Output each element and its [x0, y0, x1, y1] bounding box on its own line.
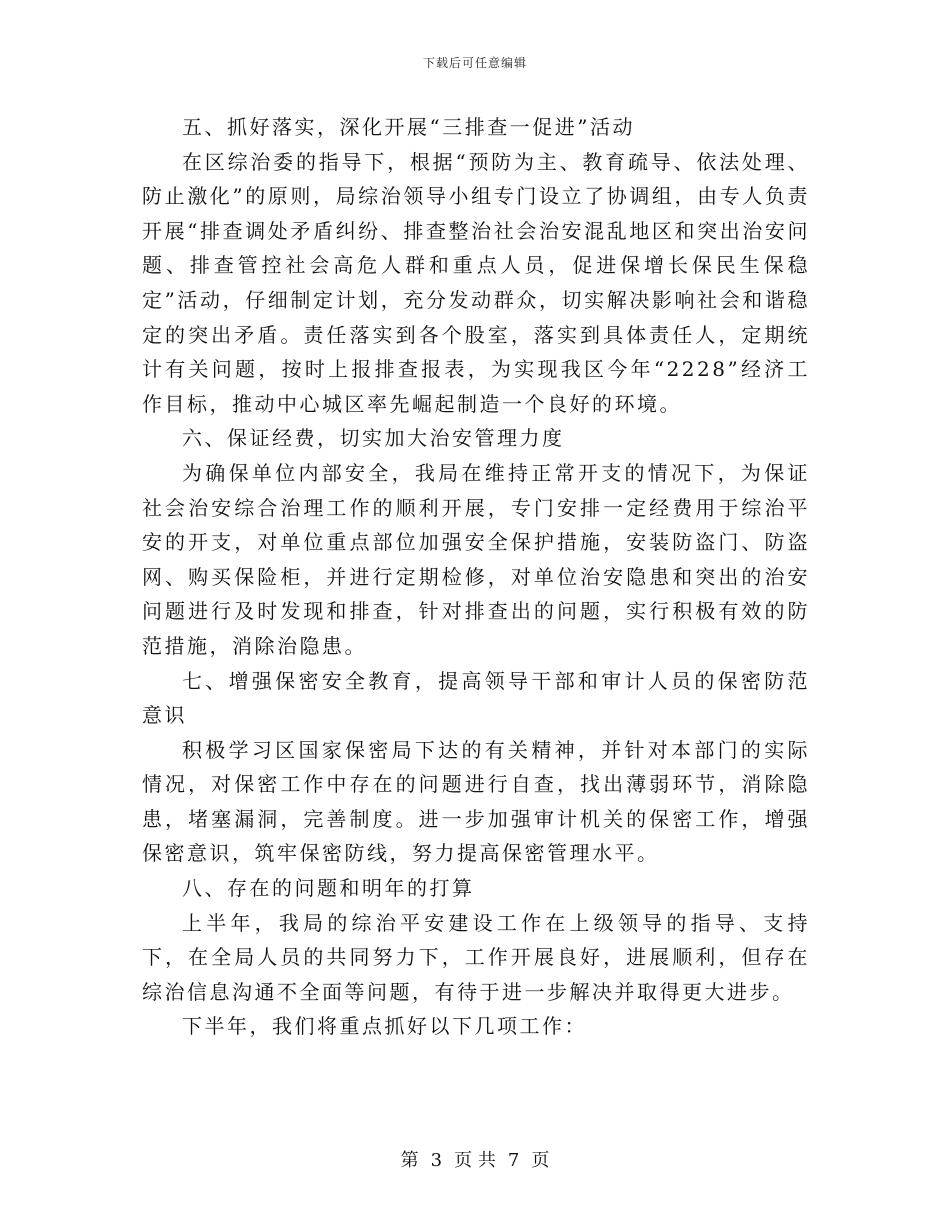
section-heading-7: 七、增强保密安全教育，提高领导干部和审计人员的保密防范意识 [142, 668, 810, 728]
paragraph: 下半年，我们将重点抓好以下几项工作： [182, 1014, 587, 1039]
footer-current-page: 3 [430, 1150, 443, 1171]
footer-prefix: 第 [400, 1150, 419, 1171]
footer-total-pages: 7 [507, 1150, 520, 1171]
section-heading-5: 五、抓好落实，深化开展“三排查一促进”活动 [182, 115, 635, 139]
paragraph: 为确保单位内部安全，我局在维持正常开支的情况下，为保证社会治安综合治理工作的顺利开展，专门安排一定经费用于综治平安的开支，对单位重点部位加强安全保护措施，安装防盗门、防盗网、购买保险柜，并进行定期检修，对单位治安隐患和突出的治安问题进行及时发现和排查，针对排查出的问题，实行积极有效的防范措施，消除治隐患。 [142, 460, 810, 658]
footer-middle: 页 共 [454, 1150, 496, 1171]
page-header: 下载后可任意编辑 [422, 56, 527, 70]
paragraph: 上半年，我局的综治平安建设工作在上级领导的指导、支持下，在全局人员的共同努力下，工作开展良好，进展顺利，但存在综治信息沟通不全面等问题，有待于进一步解决并取得更大进步。 [142, 910, 810, 1004]
section-heading-8: 八、存在的问题和明年的打算 [182, 876, 475, 901]
paragraph: 在区综治委的指导下，根据“预防为主、教育疏导、依法处理、防止激化”的原则，局综治领导小组专门设立了协调组，由专人负责开展“排查调处矛盾纠纷、排查整治社会治安混乱地区和突出治安问题、排查管控社会高危人群和重点人员，促进保增长保民生保稳定”活动，仔细制定计划，充分发动群众，切实解决影响社会和谐稳定的突出矛盾。责任落实到各个股室，落实到具体责任人，定期统计有关问题，按时上报排查报表，为实现我区今年“2228”经济工作目标，推动中心城区率先崛起制造一个良好的环境。 [142, 149, 810, 416]
paragraph: 积极学习区国家保密局下达的有关精神，并针对本部门的实际情况，对保密工作中存在的问题进行自查，找出薄弱环节，消除隐患，堵塞漏洞，完善制度。进一步加强审计机关的保密工作，增强保密意识，筑牢保密防线，努力提高保密管理水平。 [142, 737, 810, 866]
section-heading-6: 六、保证经费，切实加大治安管理力度 [182, 426, 565, 451]
page-footer [0, 1146, 950, 1172]
document-body [142, 110, 810, 1044]
footer-suffix: 页 [531, 1150, 550, 1171]
